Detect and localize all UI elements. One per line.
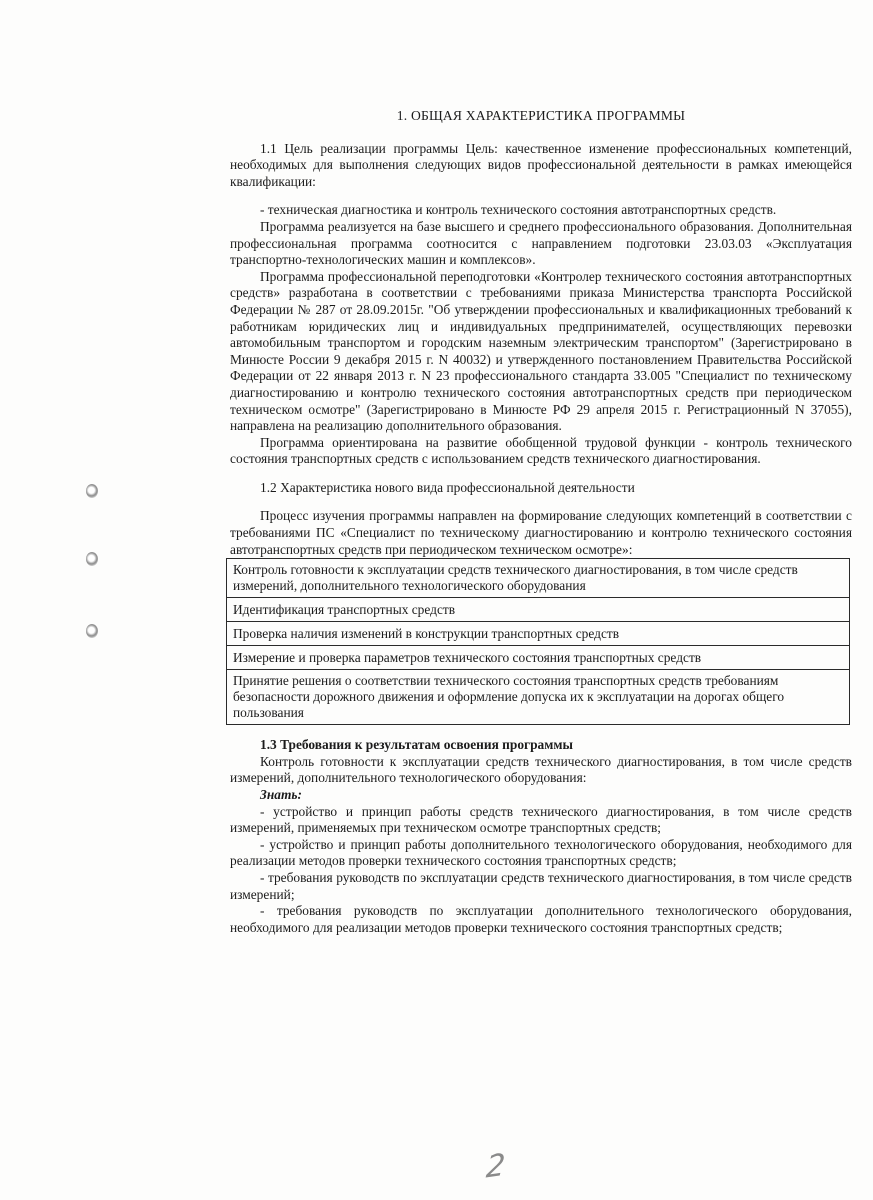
orientation-paragraph: Программа ориентирована на развитие обобщенной трудовой функции - контроль технического состояния транспортных средств с использованием средств технического диагностирования. — [230, 434, 852, 467]
section-1-2-heading: 1.2 Характеристика нового вида профессиональной деятельности — [260, 479, 635, 495]
competency-cell: Измерение и проверка параметров технического состояния транспортных средств — [227, 646, 850, 670]
table-row — [227, 559, 850, 598]
know-label: Знать: — [260, 787, 302, 803]
table-row — [227, 646, 850, 670]
table-row — [227, 670, 850, 725]
base-paragraph: Программа реализуется на базе высшего и среднего профессионального образования. Дополнительная профессиональная программа соотносится с направлением подготовки 23.03.03 «Эксплуатация транспортно-технологических машин и комплексов». — [230, 218, 852, 268]
goal-paragraph: 1.1 Цель реализации программы Цель: качественное изменение профессиональных компетенций, необходимых для выполнения следующих видов профессиональной деятельности в рамках имеющейся квалификации: — [230, 140, 852, 189]
page-number-text: 2 — [484, 1147, 507, 1186]
section-title: 1. ОБЩАЯ ХАРАКТЕРИСТИКА ПРОГРАММЫ — [396, 108, 686, 123]
section-1-3-text: Контроль готовности к эксплуатации средств технического диагностирования, в том числе средств измерений, дополнительного технологического оборудования: — [230, 753, 852, 786]
know-item: - устройство и принцип работы дополнительного технологического оборудования, необходимого для реализации методов проверки технического состояния транспортных средств; — [230, 836, 852, 869]
know-item: - устройство и принцип работы средств технического диагностирования, в том числе средств измерений, применяемых при техническом осмотре транспортных средств; — [230, 803, 852, 836]
section-1-3-heading: 1.3 Требования к результатам освоения программы — [260, 737, 573, 753]
know-item: - требования руководств по эксплуатации дополнительного технологического оборудования, необходимого для реализации методов проверки технического состояния транспортных средств; — [230, 903, 852, 935]
competencies-table — [226, 558, 850, 725]
binding-hole — [86, 624, 98, 638]
section-1-2-text: Процесс изучения программы направлен на формирование следующих компетенций в соответствии с требованиями ПС «Специалист по техническому диагностированию и контролю технического состояния автотранспортных средств при периодическом техническом осмотре»: — [230, 508, 852, 557]
binding-hole — [86, 484, 98, 498]
competency-cell: Принятие решения о соответствии технического состояния транспортных средств требованиям безопасности дорожного движения и оформление допуска их к эксплуатации на дорогах общего пользования — [227, 670, 850, 725]
document-body — [230, 108, 852, 936]
table-row — [227, 622, 850, 646]
binding-hole — [86, 552, 98, 566]
competency-cell: Контроль готовности к эксплуатации средств технического диагностирования, в том числе средств измерений, дополнительного технологического оборудования — [227, 559, 850, 598]
competency-cell: Идентификация транспортных средств — [227, 598, 850, 622]
competency-cell: Проверка наличия изменений в конструкции транспортных средств — [227, 622, 850, 646]
legal-paragraph: Программа профессиональной переподготовки «Контролер технического состояния автотранспортных средств» разработана в соответствии с требованиями приказа Министерства транспорта Российской Федерации № 287 от 28.09.2015г. "Об утверждении профессиональных и квалификационных требований к работникам юридических лиц и индивидуальных предпринимателей, осуществляющих перевозки автомобильным транспортом и городским наземным электрическим транспортом" (Зарегистрировано в Минюсте России 9 декабря 2015 г. N 40032) и утвержденного постановлением Правительства Российской Федерации от 22 января 2013 г. N 23 профессионального стандарта 33.005 "Специалист по техническому диагностированию и контролю технического состояния автотранспортных средств при периодическом техническом осмотре" (Зарегистрировано в Минюсте РФ 29 апреля 2015 г. Регистрационный N 37055), направлена на реализацию дополнительного образования. — [230, 268, 852, 434]
activity-item: - техническая диагностика и контроль технического состояния автотранспортных средств. — [260, 202, 777, 218]
table-row — [227, 598, 850, 622]
page-number — [484, 1147, 516, 1186]
know-item: - требования руководств по эксплуатации средств технического диагностирования, в том числе средств измерений; — [230, 870, 852, 902]
